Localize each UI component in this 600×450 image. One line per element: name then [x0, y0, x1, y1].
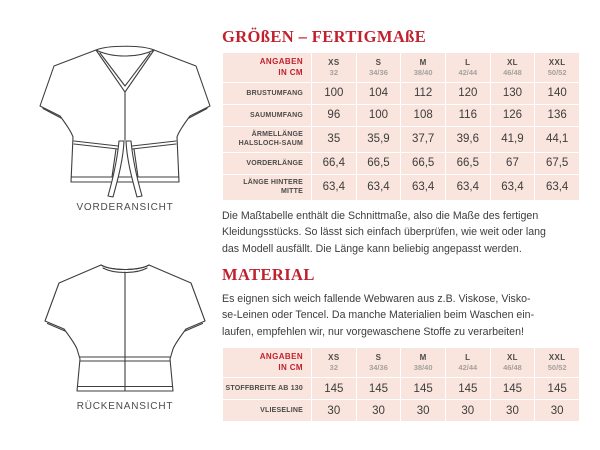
size-letter: XL: [506, 57, 518, 67]
measurement-value: 120: [446, 83, 490, 104]
table-row: [223, 105, 579, 126]
sizes-description: [222, 208, 582, 258]
measurement-value: 30: [312, 400, 356, 421]
measurement-value: 96: [312, 105, 356, 126]
row-label: LÄNGE HINTERE MITTE: [223, 175, 311, 200]
size-column-header: [312, 348, 356, 377]
table-corner-label: [223, 53, 311, 82]
size-range: 50/52: [547, 363, 567, 373]
size-letter: M: [419, 353, 427, 363]
sizes-section-title: GRÖßEN – FERTIGMAßE: [222, 27, 427, 46]
angaben-unit-label: IN CM: [278, 362, 303, 372]
size-column-header: [446, 53, 490, 82]
measurement-value: 140: [535, 83, 579, 104]
measurement-value: 35: [312, 127, 356, 152]
measurement-value: 41,9: [491, 127, 535, 152]
measurement-value: 145: [491, 378, 535, 399]
row-label: VORDERLÄNGE: [223, 153, 311, 174]
size-column-header: [312, 53, 356, 82]
measurement-value: 100: [312, 83, 356, 104]
material-section-title: MATERIAL: [222, 265, 315, 285]
measurement-value: 39,6: [446, 127, 490, 152]
fabric-requirements-table: [222, 347, 580, 422]
size-letter: XL: [506, 353, 518, 363]
measurement-value: 66,5: [357, 153, 401, 174]
measurement-value: 145: [401, 378, 445, 399]
size-range: 32: [329, 363, 338, 373]
size-column-header: [357, 348, 401, 377]
measurement-value: 67: [491, 153, 535, 174]
description-line: das Modell ausfällt. Die Länge kann beliebig angepasst werden.: [222, 242, 522, 255]
description-line: se-Leinen oder Tencel. Da manche Materialien beim Waschen ein-: [222, 309, 535, 322]
size-range: 50/52: [547, 67, 567, 77]
measurement-value: 66,5: [401, 153, 445, 174]
measurement-value: 145: [312, 378, 356, 399]
description-line: Die Maßtabelle enthält die Schnittmaße, also die Maße des fertigen: [222, 209, 539, 222]
measurement-value: 145: [535, 378, 579, 399]
size-column-header: [401, 348, 445, 377]
garment-back-technical-drawing-icon: [37, 257, 213, 397]
measurement-value: 63,4: [401, 175, 445, 200]
size-range: 34/36: [369, 363, 388, 373]
size-range: 42/44: [458, 67, 478, 77]
table-row: [223, 83, 579, 104]
angaben-label: ANGABEN: [259, 352, 303, 362]
angaben-label: ANGABEN: [259, 57, 303, 67]
table-header-row: [223, 53, 579, 82]
row-label: STOFFBREITE AB 130: [223, 378, 311, 399]
row-label: VLIESELINE: [223, 400, 311, 421]
size-column-header: [401, 53, 445, 82]
table-row: [223, 153, 579, 174]
size-range: 46/48: [503, 363, 522, 373]
measurement-value: 100: [357, 105, 401, 126]
measurement-value: 116: [446, 105, 490, 126]
measurement-value: 44,1: [535, 127, 579, 152]
measurement-value: 63,4: [446, 175, 490, 200]
table-row: [223, 175, 579, 200]
measurement-value: 66,5: [446, 153, 490, 174]
description-line: Kleidungsstücks. So lässt sich einfach überprüfen, wie weit oder lang: [222, 226, 546, 239]
size-range: 34/36: [369, 67, 388, 77]
size-column-header: [357, 53, 401, 82]
table-row: [223, 127, 579, 152]
measurement-value: 30: [357, 400, 401, 421]
measurement-value: 63,4: [491, 175, 535, 200]
measurement-value: 145: [446, 378, 490, 399]
table-row: [223, 400, 579, 421]
material-description: [222, 291, 582, 341]
back-view-figure: [28, 257, 222, 412]
measurement-value: 67,5: [535, 153, 579, 174]
size-range: 38/40: [413, 363, 433, 373]
measurement-value: 30: [446, 400, 490, 421]
table-header-row: [223, 348, 579, 377]
measurement-value: 136: [535, 105, 579, 126]
size-column-header: [491, 53, 535, 82]
measurement-value: 63,4: [357, 175, 401, 200]
table-row: [223, 378, 579, 399]
size-column-header: [535, 53, 579, 82]
measurement-value: 112: [401, 83, 445, 104]
measurement-value: 126: [491, 105, 535, 126]
row-label: ÄRMELLÄNGE HALSLOCH-SAUM: [223, 127, 311, 152]
garment-front-technical-drawing-icon: [32, 40, 218, 198]
measurement-value: 108: [401, 105, 445, 126]
size-range: 46/48: [503, 67, 522, 77]
size-letter: XXL: [548, 353, 566, 363]
size-letter: XS: [328, 353, 340, 363]
size-column-header: [491, 348, 535, 377]
measurement-value: 30: [535, 400, 579, 421]
measurement-value: 145: [357, 378, 401, 399]
measurement-value: 63,4: [312, 175, 356, 200]
size-column-header: [446, 348, 490, 377]
row-label: BRUSTUMFANG: [223, 83, 311, 104]
front-view-label: VORDERANSICHT: [76, 202, 174, 213]
size-letter: M: [419, 57, 427, 67]
measurement-value: 37,7: [401, 127, 445, 152]
measurement-value: 104: [357, 83, 401, 104]
size-letter: S: [375, 353, 382, 363]
size-range: 32: [329, 67, 338, 77]
description-line: laufen, empfehlen wir, nur vorgewaschene Stoffe zu verarbeiten!: [222, 325, 524, 338]
measurement-value: 30: [491, 400, 535, 421]
measurement-value: 35,9: [357, 127, 401, 152]
table-corner-label: [223, 348, 311, 377]
size-letter: XS: [328, 57, 340, 67]
size-letter: XXL: [548, 57, 566, 67]
size-letter: L: [465, 353, 471, 363]
content-column: [222, 28, 582, 422]
angaben-unit-label: IN CM: [278, 67, 303, 77]
size-letter: L: [465, 57, 471, 67]
size-range: 42/44: [458, 363, 478, 373]
measurement-value: 30: [401, 400, 445, 421]
row-label: SAUMUMFANG: [223, 105, 311, 126]
front-view-figure: [28, 40, 222, 213]
measurement-value: 130: [491, 83, 535, 104]
back-view-label: RÜCKENANSICHT: [76, 401, 174, 412]
finished-measurements-table: [222, 52, 580, 201]
measurement-value: 63,4: [535, 175, 579, 200]
size-letter: S: [375, 57, 382, 67]
description-line: Es eignen sich weich fallende Webwaren aus z.B. Viskose, Visko-: [222, 292, 531, 305]
illustration-column: [28, 40, 222, 412]
measurement-value: 66,4: [312, 153, 356, 174]
size-range: 38/40: [413, 67, 433, 77]
size-column-header: [535, 348, 579, 377]
